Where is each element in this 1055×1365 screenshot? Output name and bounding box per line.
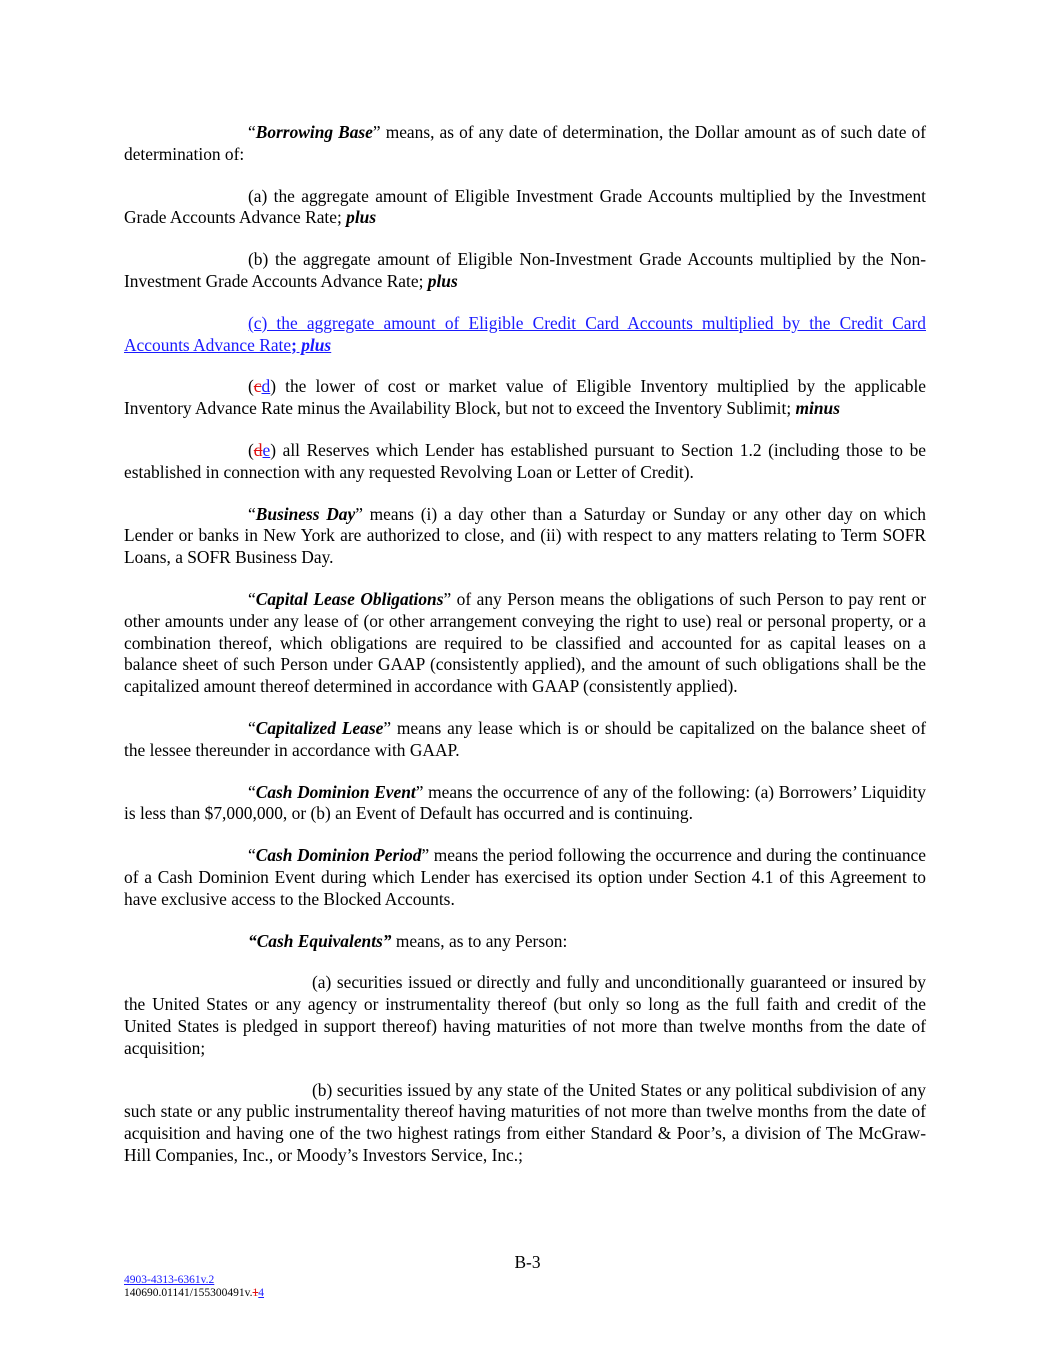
clause-open-paren: ( (248, 439, 254, 460)
clause-text: (b) securities issued by any state of the United States or any political subdivision of any such state or any public instrumentality thereof having maturities of not more than twelve months from the date of acquisition and having one of the two highest ratings from either Standard & Poor’s, a division of The McGraw-Hill Companies, Inc., or Moody’s Investors Service, Inc.; (124, 1079, 926, 1165)
open-quote: “ (248, 588, 256, 609)
clause-operator: minus (795, 398, 840, 419)
inserted-letter: e (262, 439, 271, 460)
footer-document-ids (124, 1274, 264, 1300)
clause-operator: plus (346, 207, 377, 228)
defined-term: “Cash Equivalents” (248, 930, 392, 951)
cash-equivalents-clause-a (124, 972, 926, 1059)
defined-term: Capitalized Lease (255, 717, 384, 738)
clause-text: ) all Reserves which Lender has established pursuant to Section 1.2 (including those to be established in connection with any requested Revolving Loan or Letter of Credit). (124, 439, 926, 482)
clause-text: (c) the aggregate amount of Eligible Credit Card Accounts multiplied by the Credit Card Accounts Advance Rate (124, 312, 926, 355)
open-quote: “ (248, 845, 256, 866)
defined-term: Business Day (255, 503, 356, 524)
definition-text: ” of any Person means the obligations of such Person to pay rent or other amounts under any lease of (or other arrangement conveying the right to use) real or personal property, or a combination thereof, which obligations are required to be classified and accounted for as capital leases on a balance sheet of such Person under GAAP (consistently applied), and the amount of such obligations shall be the capitalized amount thereof determined in accordance with GAAP (consistently applied). (124, 588, 926, 697)
defined-term: Borrowing Base (255, 122, 373, 142)
definition-capital-lease-obligations (124, 589, 926, 698)
definition-text: ” means (i) a day other than a Saturday or Sunday or any other day on which Lender or banks in New York are authorized to close, and (ii) with respect to any matters relating to Term SOFR Loans, a SOFR Business Day. (124, 503, 926, 568)
clause-text: (b) the aggregate amount of Eligible Non-Investment Grade Accounts multiplied by the Non-Investment Grade Accounts Advance Rate; (124, 249, 926, 291)
definition-capitalized-lease (124, 718, 926, 762)
defined-term: Capital Lease Obligations (255, 588, 444, 609)
deleted-letter: d (253, 439, 263, 460)
defined-term: Cash Dominion Event (255, 781, 416, 802)
file-id (124, 1287, 264, 1300)
definition-text: ” means, as of any date of determination, the Dollar amount as of such date of determination of: (124, 122, 926, 164)
definition-business-day (124, 504, 926, 569)
borrowing-base-clause-e (124, 440, 926, 484)
definition-text: ” means the occurrence of any of the following: (a) Borrowers’ Liquidity is less than $7,000,000, or (b) an Event of Default has occurred and is continuing. (124, 781, 926, 824)
definition-text: ” means the period following the occurrence and during the continuance of a Cash Dominion Event during which Lender has exercised its option under Section 4.1 of this Agreement to have exclusive access to the Blocked Accounts. (124, 845, 926, 909)
open-quote: “ (248, 503, 256, 524)
open-quote: “ (248, 122, 256, 142)
borrowing-base-clause-b (124, 249, 926, 293)
definition-text: means, as to any Person: (391, 930, 568, 951)
open-quote: “ (248, 717, 256, 738)
defined-term: Cash Dominion Period (255, 845, 422, 866)
clause-text: ) the lower of cost or market value of Eligible Inventory multiplied by the applicable Inventory Advance Rate minus the Availability Block, but not to exceed the Inventory Sublimit; (124, 376, 926, 419)
definition-cash-dominion-period (124, 845, 926, 910)
definition-text: ” means any lease which is or should be capitalized on the balance sheet of the lessee thereunder in accordance with GAAP. (124, 717, 926, 760)
deleted-letter: c (253, 376, 262, 397)
borrowing-base-clause-c-inserted (124, 313, 926, 357)
document-body (124, 122, 926, 1187)
file-id-prefix: 140690.01141/155300491v. (124, 1287, 253, 1299)
definition-cash-dominion-event (124, 782, 926, 826)
cash-equivalents-clause-b (124, 1080, 926, 1167)
clause-open-paren: ( (248, 376, 254, 397)
clause-text: (a) securities issued or directly and fully and unconditionally guaranteed or insured by the United States or any agency or instrumentality thereof (but only so long as the full faith and credit of the United States is pledged in support thereof) having maturities of not more than twelve months from the date of acquisition; (124, 972, 926, 1058)
clause-semicolon: ; (291, 334, 297, 355)
open-quote: “ (248, 781, 256, 802)
file-id-deleted-version: 1 (252, 1287, 259, 1299)
definition-cash-equivalents (124, 931, 926, 953)
page-number: B-3 (514, 1252, 541, 1272)
document-id: 4903-4313-6361v.2 (124, 1274, 215, 1286)
definition-borrowing-base (124, 122, 926, 166)
clause-text: (a) the aggregate amount of Eligible Investment Grade Accounts multiplied by the Investment Grade Accounts Advance Rate; (124, 185, 926, 228)
inserted-letter: d (261, 376, 271, 397)
borrowing-base-clause-d (124, 376, 926, 420)
clause-operator: plus (427, 270, 458, 291)
file-id-inserted-version: 4 (258, 1287, 265, 1299)
clause-operator: plus (296, 334, 332, 355)
borrowing-base-clause-a (124, 186, 926, 230)
